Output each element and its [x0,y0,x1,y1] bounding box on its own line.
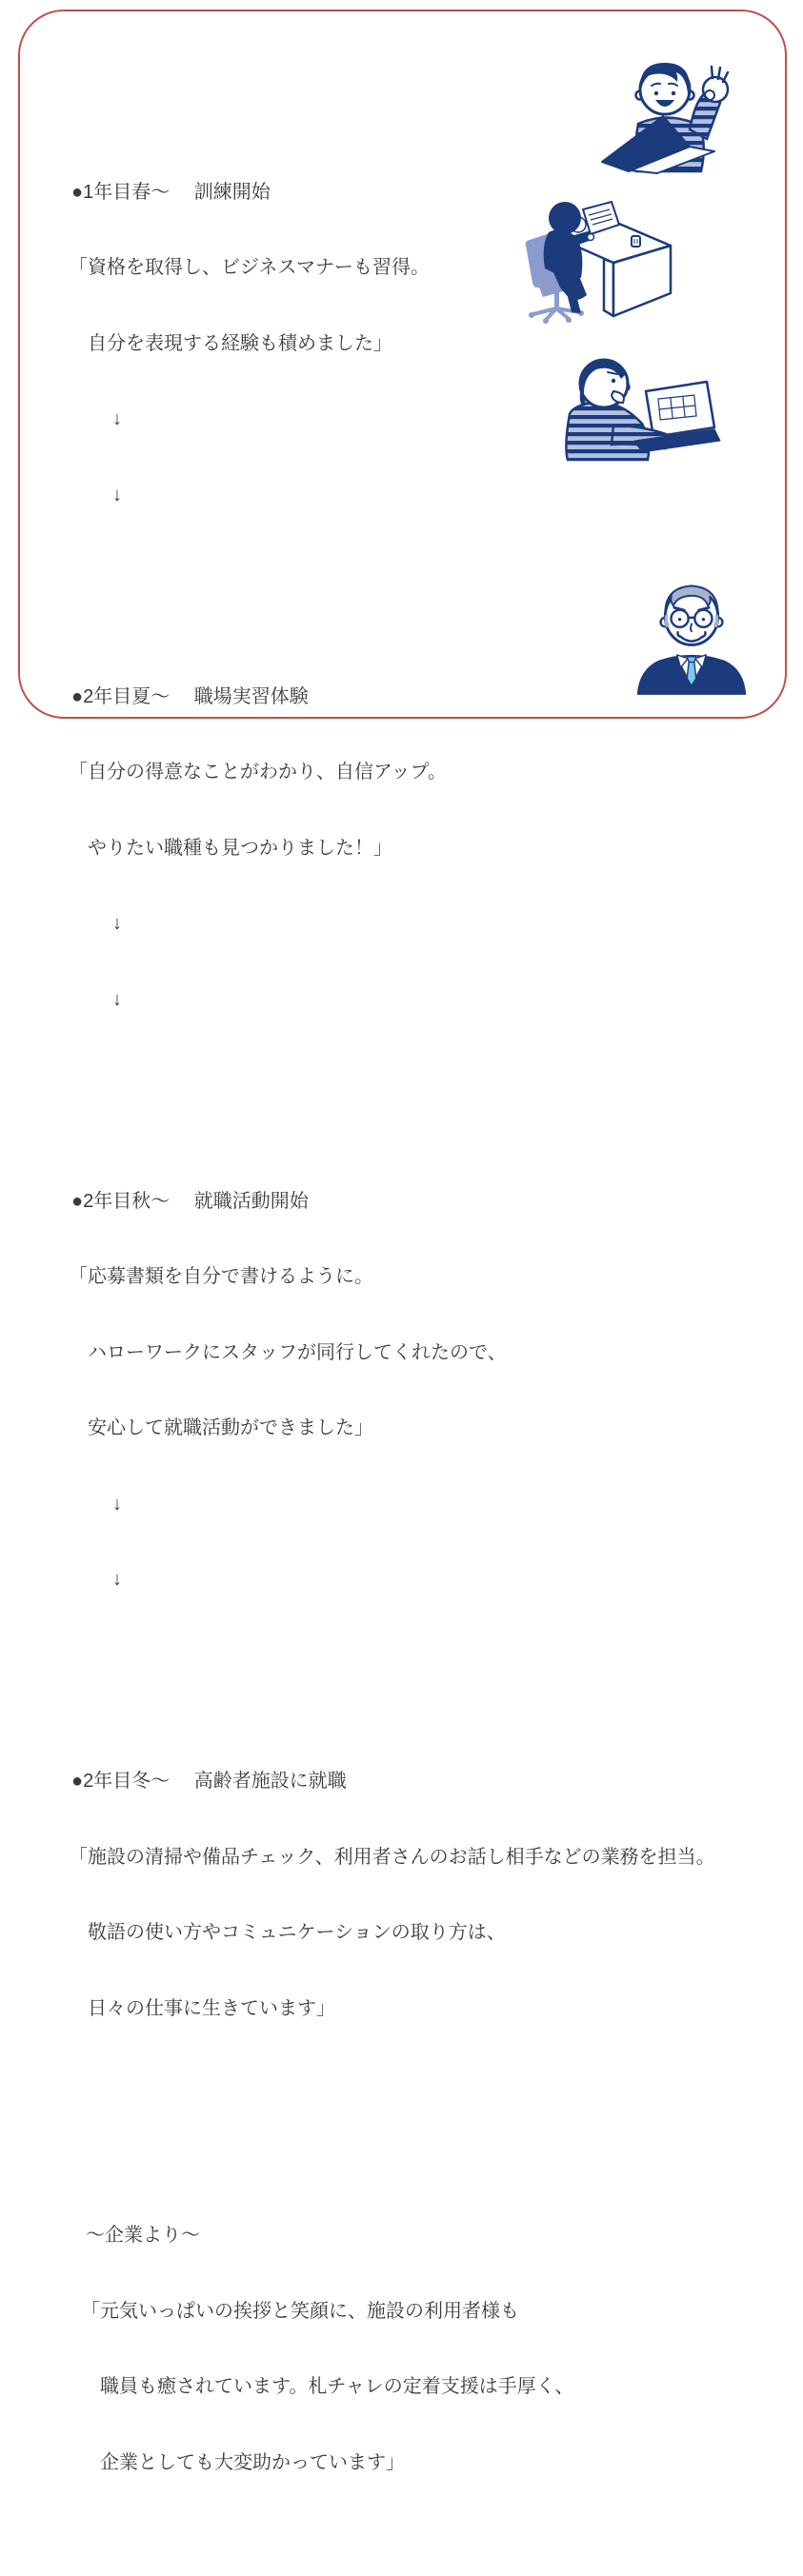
section-heading: ●2年目夏～ 職場実習体験 [71,685,309,707]
trainee-ok-sign-laptop-illustration [602,55,771,173]
down-arrow-icon: ↓ [112,988,122,1010]
quote-line: 「元気いっぱいの挨拶と笑顔に、施設の利用者様も [81,2300,519,2322]
company-comment-block [69,2172,715,2526]
timeline-section-3 [69,1139,715,1643]
quote-line: 敬語の使い方やコミュニケーションの取り方は、 [69,1922,506,1943]
down-arrow-icon: ↓ [112,913,122,934]
company-heading: ～企業より～ [86,2225,200,2246]
down-arrow-icon: ↓ [112,1569,122,1590]
quote-line: 「応募書類を自分で書けるように。 [69,1266,373,1287]
quote-line: 日々の仕事に生きています」 [69,1997,335,2019]
timeline-section-2 [69,634,715,1063]
down-arrow-icon: ↓ [112,1493,122,1515]
quote-line: ハローワークにスタッフが同行してくれたので、 [69,1341,507,1363]
quote-line: 「施設の清掃や備品チェック、利用者さんのお話し相手などの業務を担当。 [69,1846,715,1868]
quote-line: 自分を表現する経験も積めました」 [69,332,392,354]
down-arrow-icon: ↓ [112,408,122,429]
quote-line: 「自分の得意なことがわかり、自信アップ。 [69,762,447,783]
section-heading: ●1年目春～ 訓練開始 [71,181,271,203]
quote-line: 職員も癒されています。札チャレの定着支援は手厚く、 [81,2376,574,2397]
section-heading: ●2年目秋～ 就職活動開始 [71,1190,309,1212]
person-studying-at-desk-illustration [511,192,673,318]
timeline-section-4 [69,1718,715,2071]
quote-line: 企業としても大変助かっています」 [81,2451,405,2473]
down-arrow-icon: ↓ [112,484,122,505]
section-heading: ●2年目冬～ 高齢者施設に就職 [71,1771,347,1792]
person-typing-on-laptop-illustration [556,355,720,462]
quote-line: 安心して就職活動ができました」 [69,1417,373,1438]
senior-manager-illustration [632,571,752,695]
quote-line: 「資格を取得し、ビジネスマナーも習得。 [69,257,430,278]
quote-line: やりたい職種も見つかりました！」 [69,837,392,859]
